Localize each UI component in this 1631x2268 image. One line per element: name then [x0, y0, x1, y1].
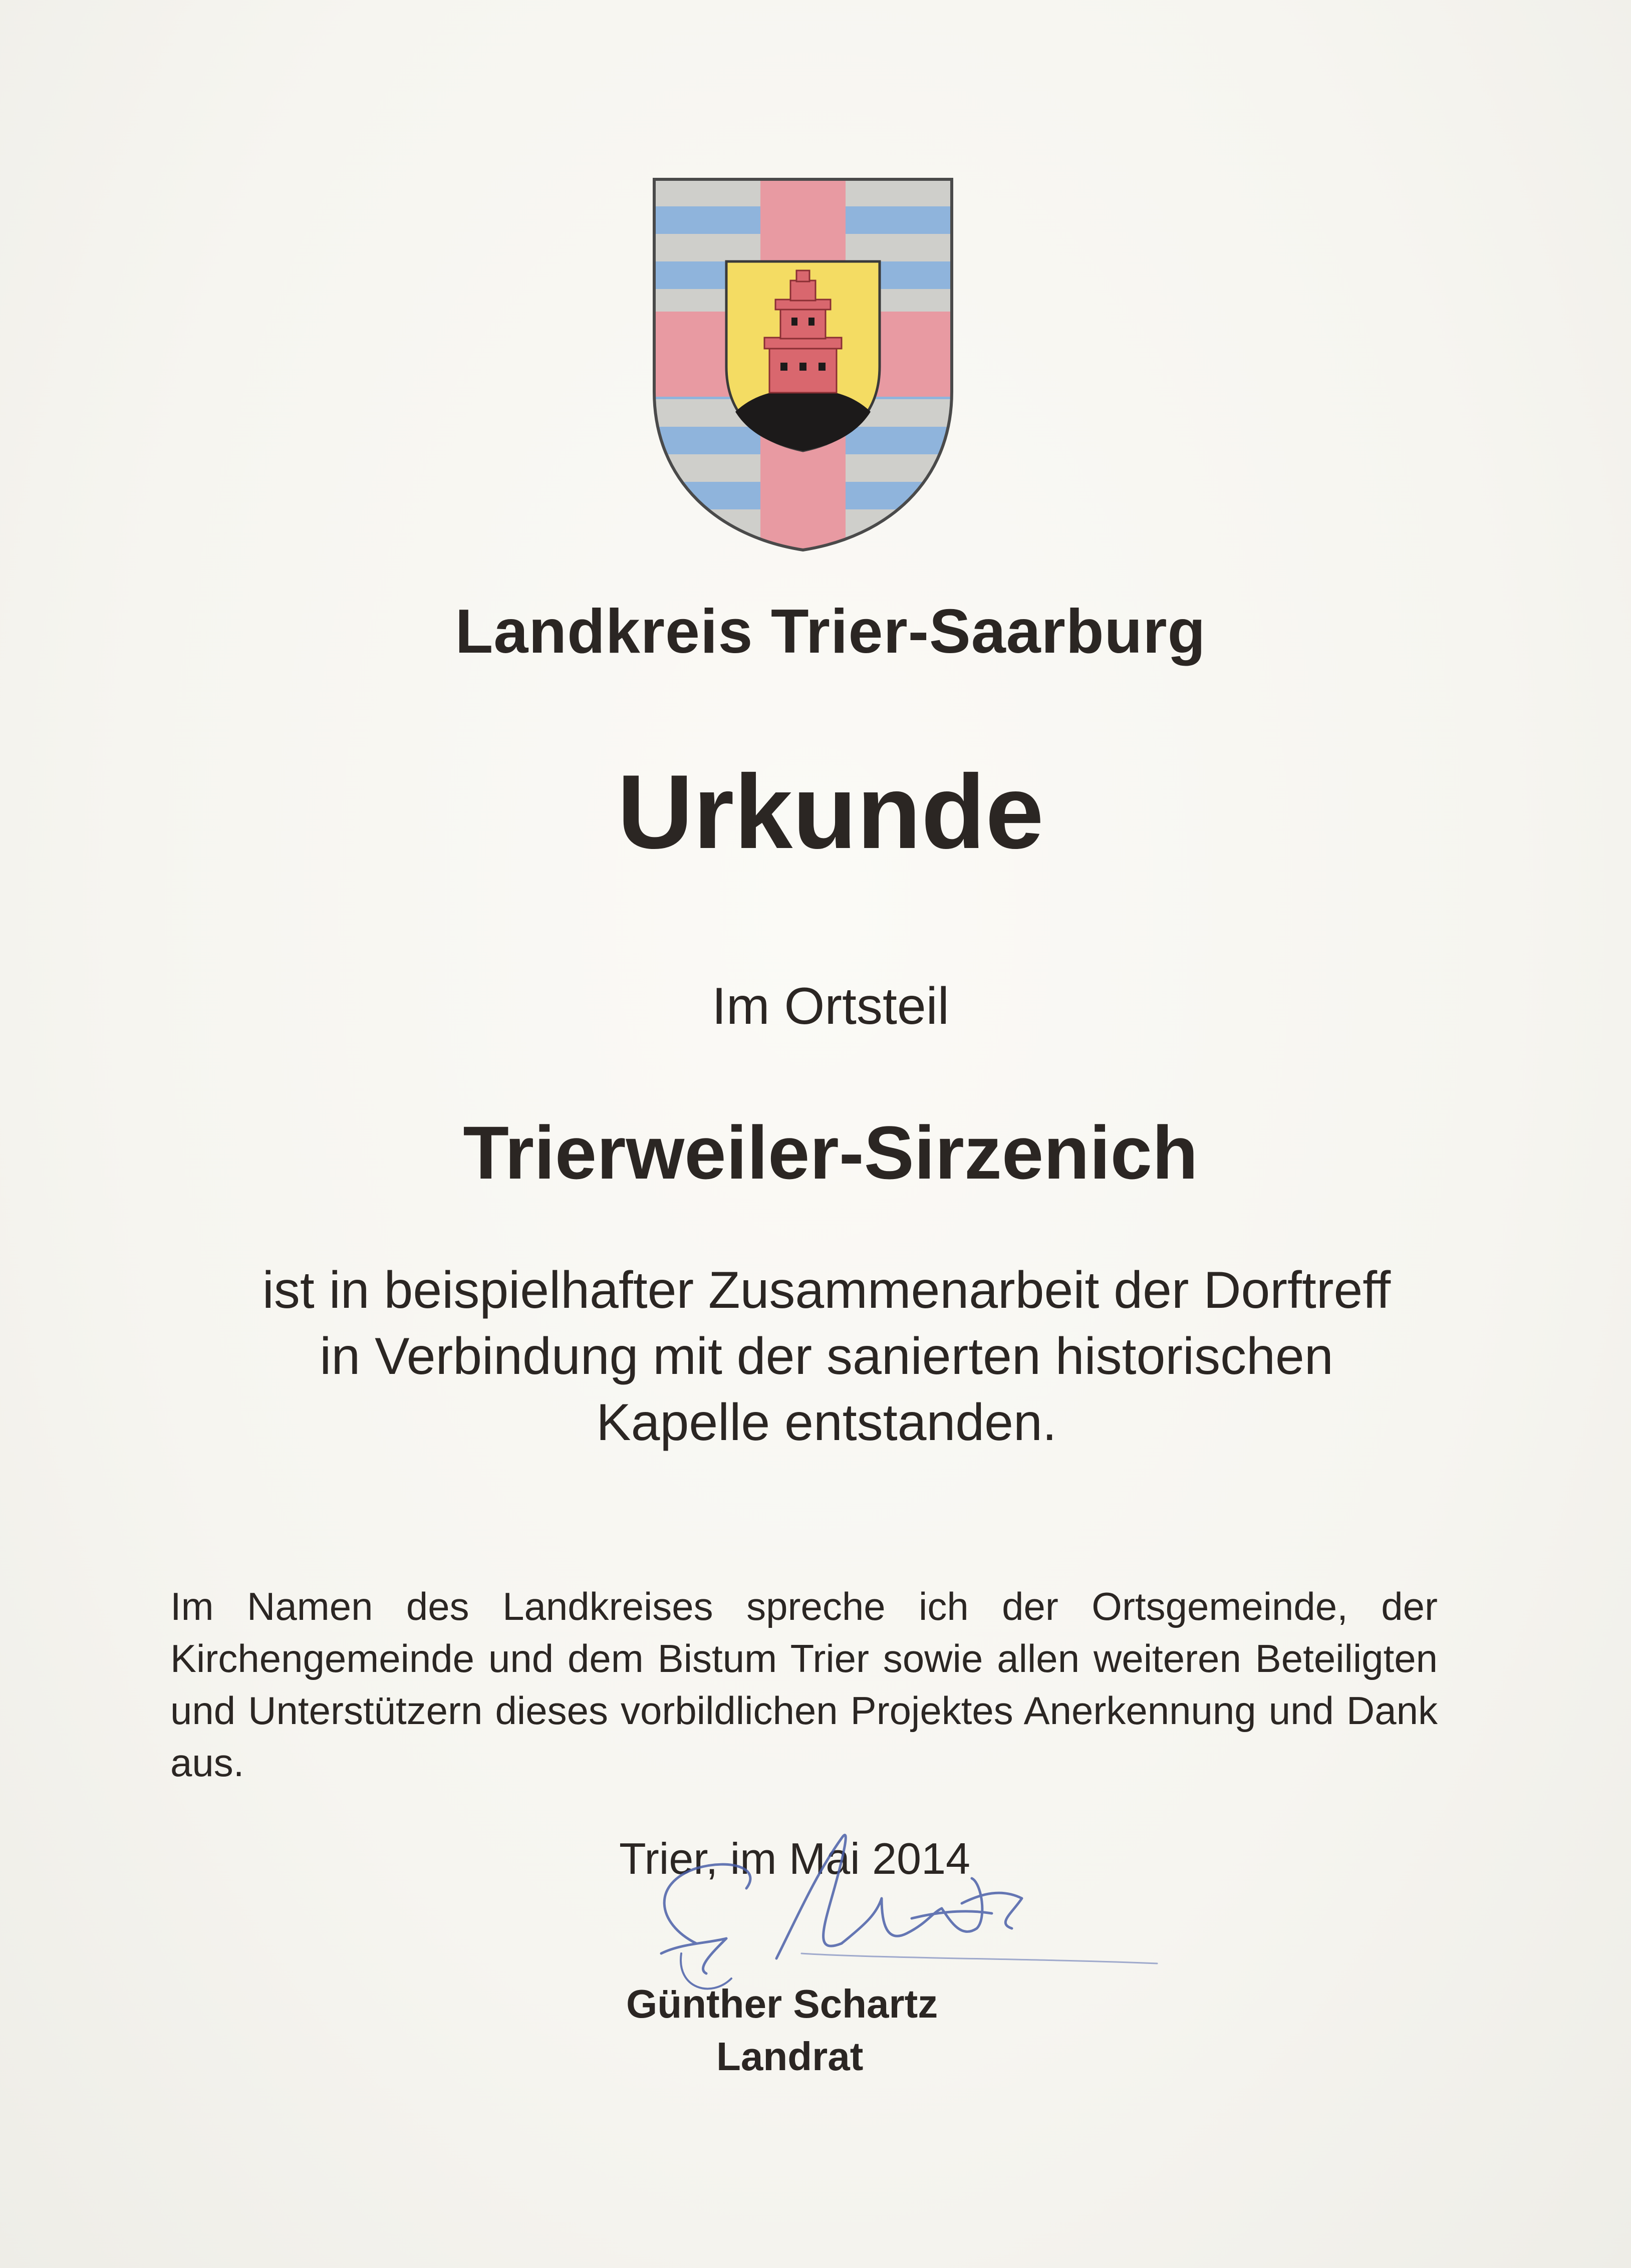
signer-name: Günther Schartz [626, 1981, 938, 2026]
statement-paragraph [150, 1257, 1503, 1456]
statement-line: Kapelle entstanden. [596, 1393, 1057, 1452]
document-title: Urkunde [617, 753, 1044, 871]
thanks-paragraph: Im Namen des Landkreises spreche ich der Ortsgemeinde, der Kirchengemeinde und dem Bistum Trier sowie allen weiteren Beteiligten und Unterstützern dieses vorbildlichen Projektes Anerkennung und Dank aus. [170, 1584, 1438, 1785]
coat-of-arms-icon [651, 176, 955, 553]
statement-line: ist in beispielhafter Zusammenarbeit der Dorftreff [262, 1261, 1391, 1319]
signer-title: Landrat [716, 2034, 864, 2079]
district-heading: Landkreis Trier-Saarburg [455, 597, 1206, 666]
intro-text: Im Ortsteil [712, 977, 949, 1035]
handwritten-signature-icon [581, 1793, 1177, 2004]
place-name: Trierweiler-Sirzenich [463, 1110, 1198, 1195]
place-and-date: Trier, im Mai 2014 [619, 1834, 970, 1883]
statement-line: in Verbindung mit der sanierten historischen [320, 1327, 1333, 1385]
